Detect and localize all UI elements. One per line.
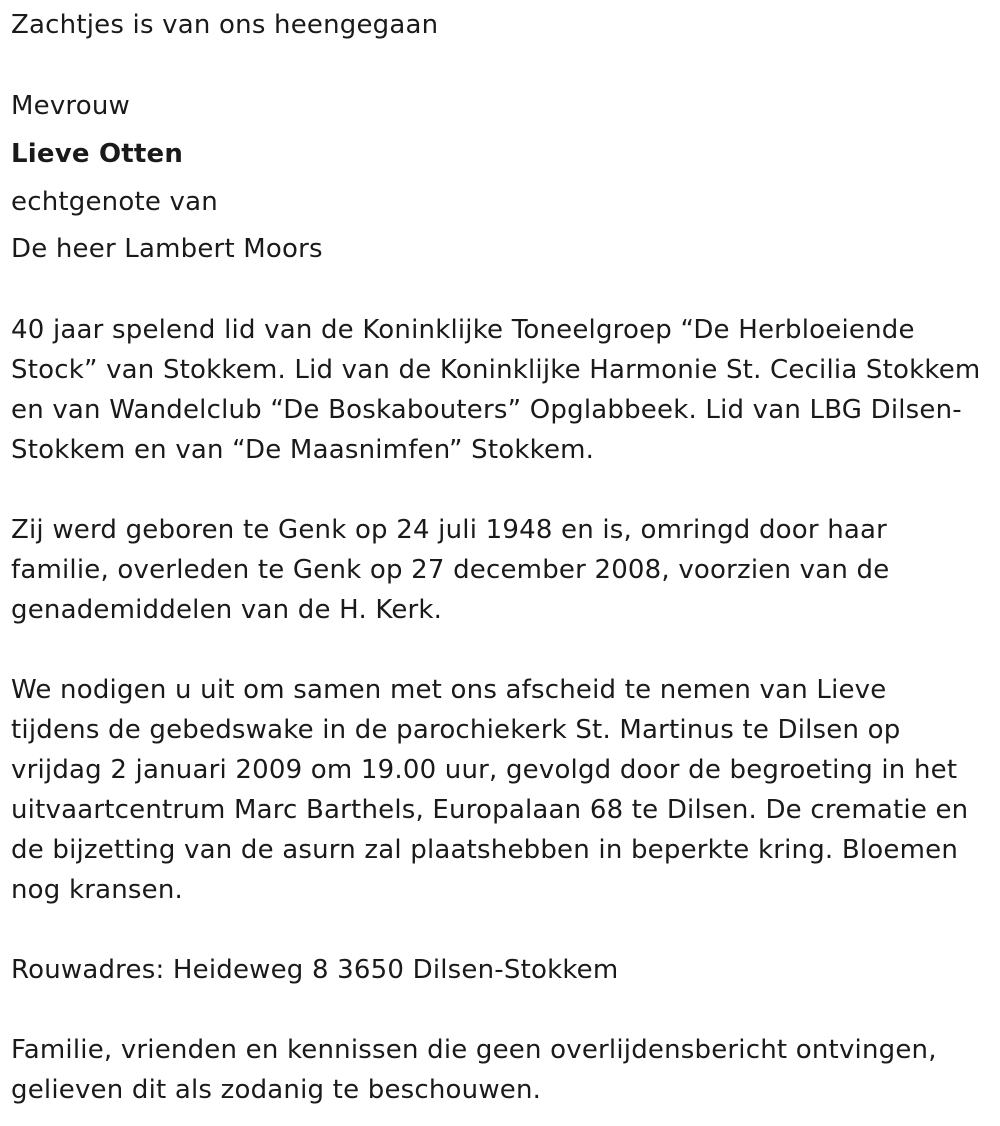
- deceased-name: Lieve Otten: [11, 139, 184, 169]
- paragraph-line: en van Wandelclub “De Boskabouters” Opglabbeek. Lid van LBG Dilsen-: [11, 395, 962, 425]
- spouse-name: De heer Lambert Moors: [11, 234, 323, 264]
- paragraph-line: Zij werd geboren te Genk op 24 juli 1948 en is, omringd door haar: [11, 515, 888, 545]
- paragraph-line: Familie, vrienden en kennissen die geen overlijdensbericht ontvingen,: [11, 1035, 937, 1065]
- paragraph-line: vrijdag 2 januari 2009 om 19.00 uur, gevolgd door de begroeting in het: [11, 755, 958, 785]
- paragraph-line: Stokkem en van “De Maasnimfen” Stokkem.: [11, 435, 595, 465]
- ceremony-paragraph: [11, 670, 996, 910]
- paragraph-line: de bijzetting van de asurn zal plaatshebben in beperkte kring. Bloemen: [11, 835, 959, 865]
- paragraph-line: nog kransen.: [11, 875, 183, 905]
- paragraph-line: gelieven dit als zodanig te beschouwen.: [11, 1075, 542, 1105]
- paragraph-line: Stock” van Stokkem. Lid van de Koninklijke Harmonie St. Cecilia Stokkem: [11, 355, 981, 385]
- title-line: Mevrouw: [11, 91, 130, 121]
- mourning-address: Rouwadres: Heideweg 8 3650 Dilsen-Stokkem: [11, 955, 619, 985]
- paragraph-line: uitvaartcentrum Marc Barthels, Europalaan 68 te Dilsen. De crematie en: [11, 795, 969, 825]
- relation-line: echtgenote van: [11, 187, 218, 217]
- paragraph-line: familie, overleden te Genk op 27 december 2008, voorzien van de: [11, 555, 890, 585]
- paragraph-line: 40 jaar spelend lid van de Koninklijke Toneelgroep “De Herbloeiende: [11, 315, 915, 345]
- paragraph-line: tijdens de gebedswake in de parochiekerk St. Martinus te Dilsen op: [11, 715, 901, 745]
- birth-death-paragraph: [11, 510, 996, 630]
- membership-paragraph: [11, 310, 996, 470]
- paragraph-line: We nodigen u uit om samen met ons afscheid te nemen van Lieve: [11, 675, 887, 705]
- paragraph-line: genademiddelen van de H. Kerk.: [11, 595, 443, 625]
- closing-paragraph: [11, 1030, 996, 1110]
- intro-line: Zachtjes is van ons heengegaan: [11, 10, 439, 40]
